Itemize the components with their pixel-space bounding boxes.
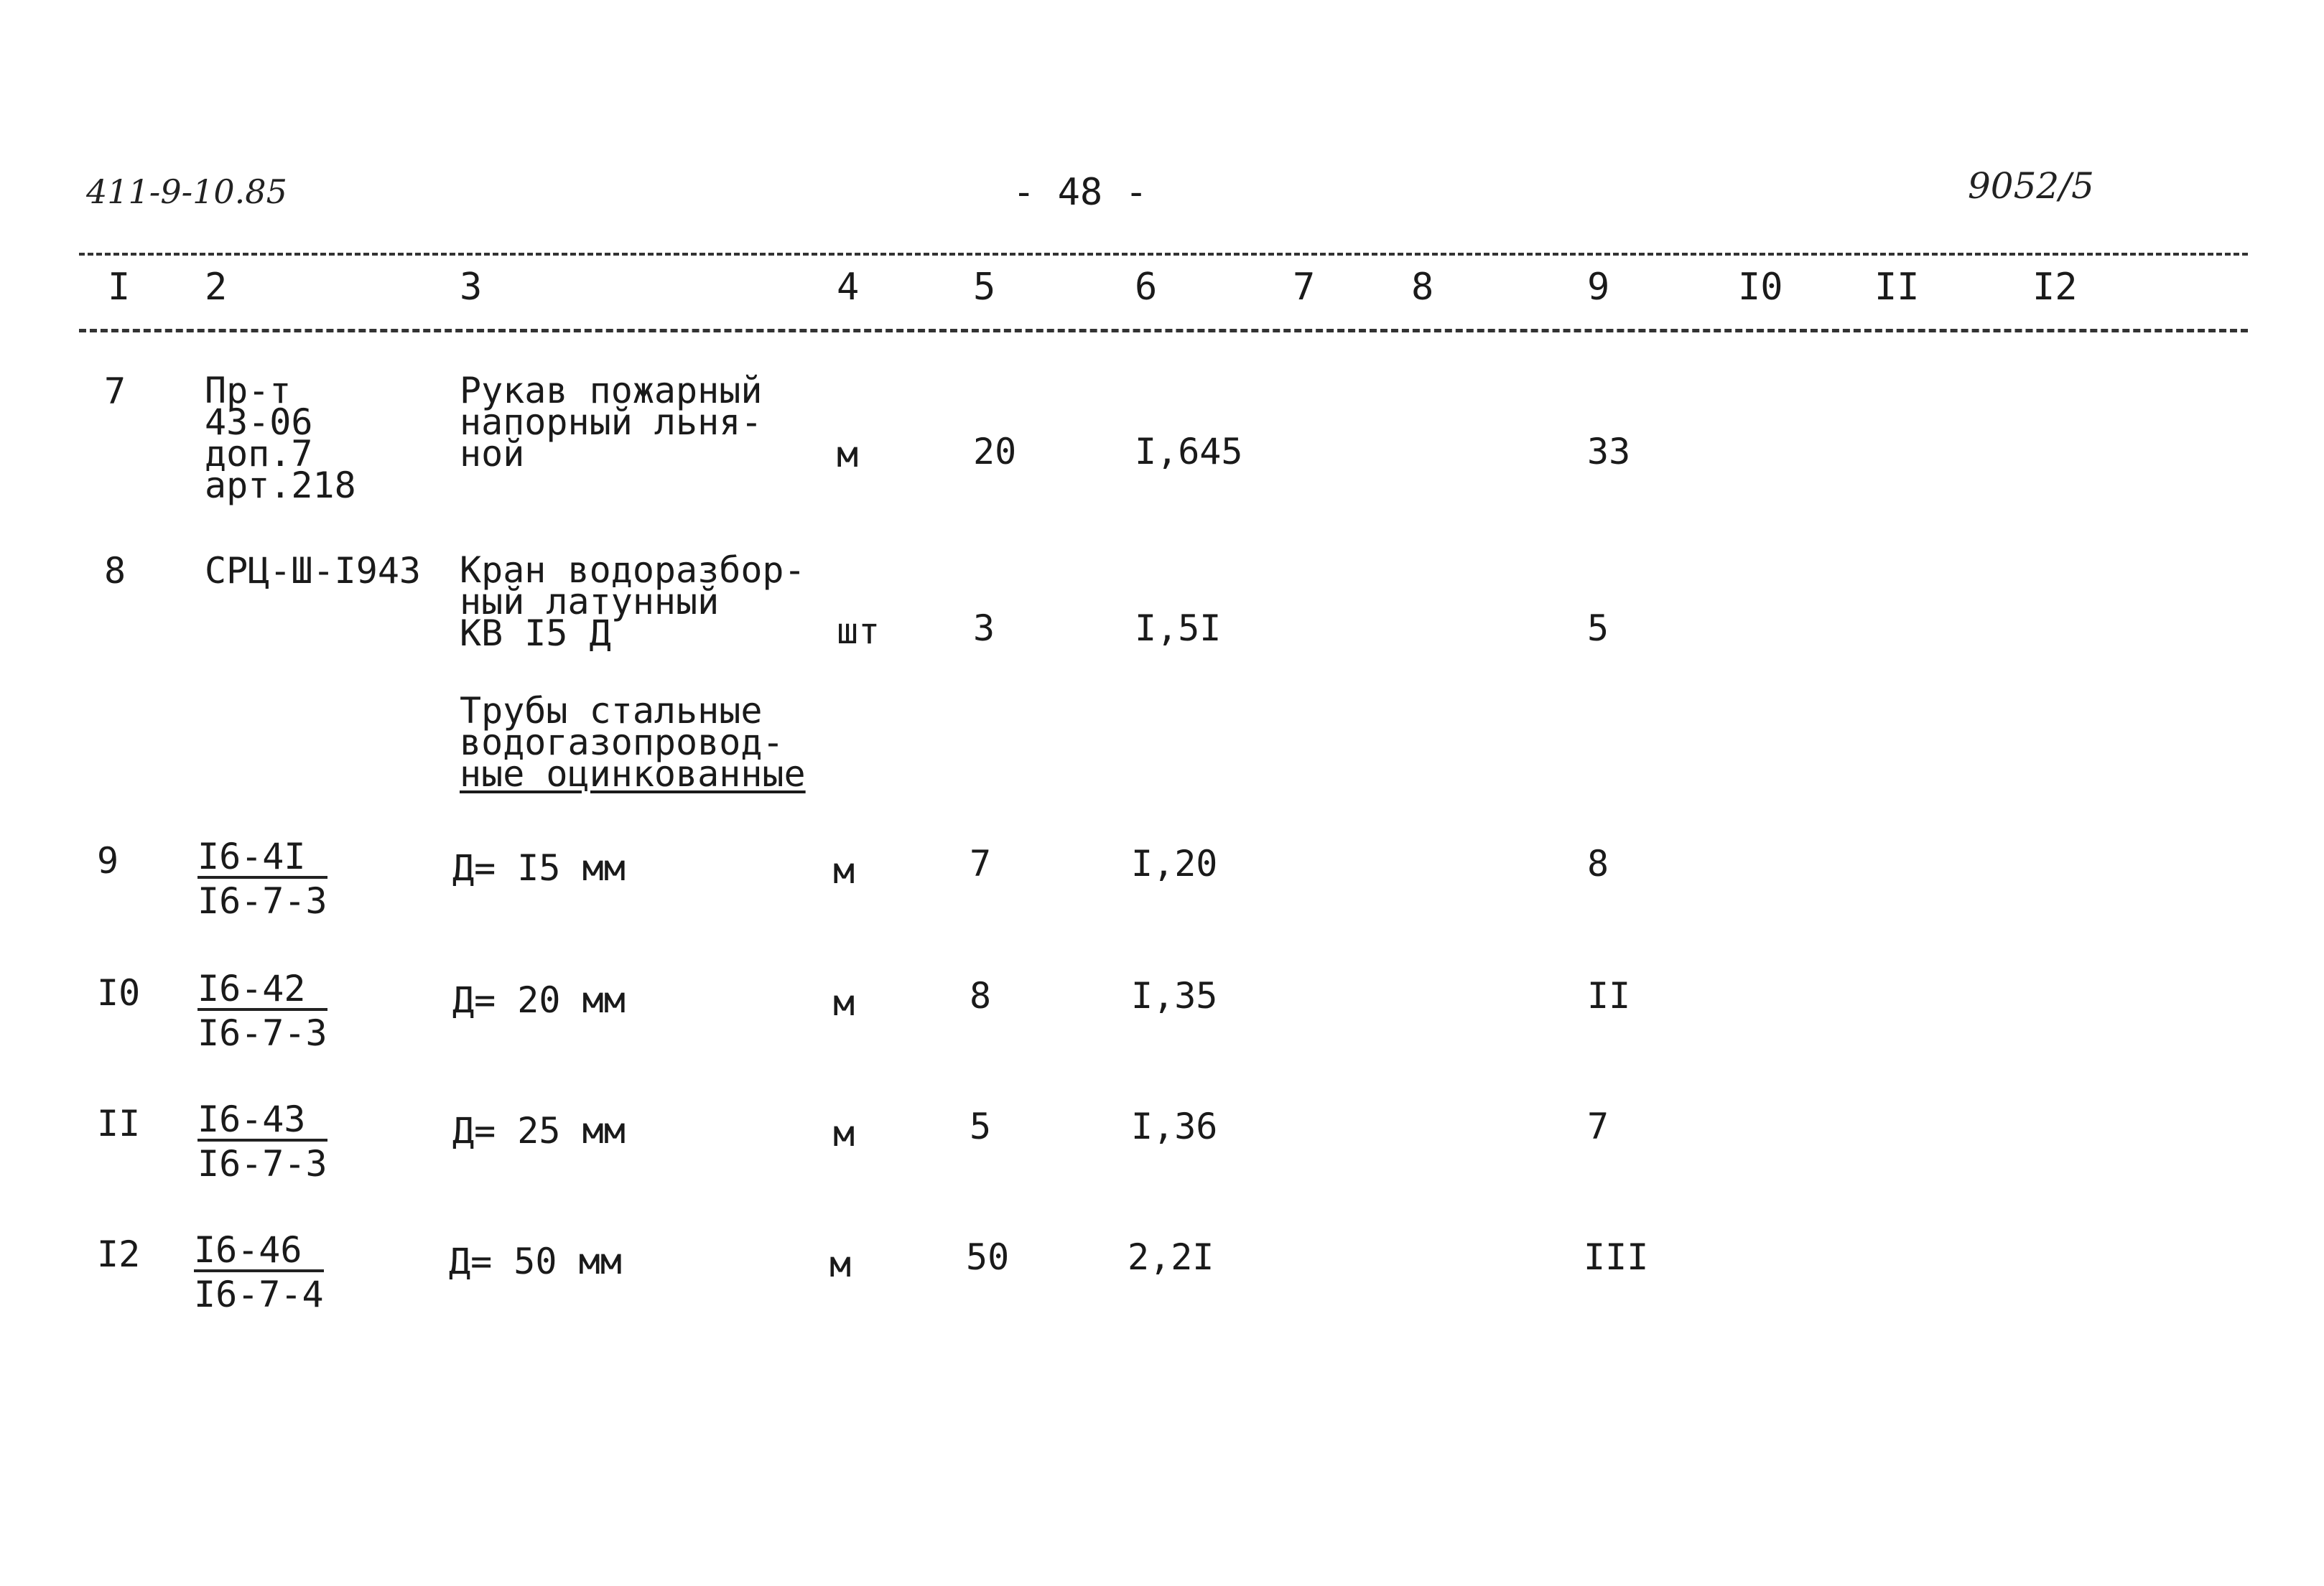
column-header-3: 3 [460,266,483,309]
row-8-code: СРЦ-Ш-I943 [205,550,422,592]
row-12-qty: 50 [966,1236,1010,1278]
column-header-7: 7 [1293,266,1316,309]
row-10-sum: II [1587,975,1631,1017]
column-header-10: I0 [1738,266,1783,309]
row-10-qty: 8 [970,975,992,1017]
row-7-price: I,645 [1135,431,1243,472]
column-header-11: II [1874,266,1920,309]
row-9-number: 9 [97,840,119,882]
row-12-unit: м [829,1244,852,1285]
row-12-code: $\frac{I6-46}{I6-7-4}$ [194,1229,324,1315]
column-header-1: I [108,266,131,309]
page-number: - 48 - [1013,171,1148,214]
row-8-qty: 3 [973,607,995,649]
row-9-code: $\frac{I6-4I}{I6-7-3}$ [197,836,327,922]
row-11-qty: 5 [970,1106,992,1147]
column-header-5: 5 [973,266,996,309]
archive-stamp: 9052/5 [1968,165,2094,207]
row-9-price: I,20 [1131,843,1218,885]
column-header-2: 2 [205,266,228,309]
row-7-code: Пр-т 43-06 доп.7 арт.218 [205,370,356,506]
row-8-unit: шт [837,610,880,652]
row-9-unit: м [833,850,855,892]
column-header-4: 4 [837,266,860,309]
row-9-qty: 7 [970,843,992,885]
row-8-sum: 5 [1587,607,1609,649]
section-heading-pipes: Трубы стальные водогазопровод- ные оцинкованные [460,690,806,795]
row-8-name: Кран водоразбор- ный латунный КВ I5 Д [460,549,806,654]
row-8-number: 8 [104,550,126,592]
row-8-price: I,5I [1135,607,1222,649]
header-bottom-rule [79,329,2248,332]
row-11-name: Д= 25 мм [452,1110,626,1152]
row-10-unit: м [833,982,855,1024]
row-7-sum: 33 [1587,431,1631,472]
row-12-name: Д= 50 мм [449,1241,622,1282]
row-11-unit: м [833,1113,855,1154]
column-header-12: I2 [2032,266,2078,309]
column-header-6: 6 [1135,266,1158,309]
row-7-name: Рукав пожарный напорный льня- ной [460,370,763,475]
row-7-qty: 20 [973,431,1017,472]
row-11-number: II [97,1103,141,1144]
row-7-unit: м [837,434,859,475]
document-code: 411-9-10.85 [86,172,287,211]
row-11-code: $\frac{I6-43}{I6-7-3}$ [197,1098,327,1185]
row-11-price: I,36 [1131,1106,1218,1147]
header-top-rule [79,253,2248,256]
row-10-number: I0 [97,972,141,1014]
row-12-price: 2,2I [1128,1236,1214,1278]
row-10-name: Д= 20 мм [452,979,626,1021]
row-11-sum: 7 [1587,1106,1609,1147]
row-9-name: Д= I5 мм [452,847,626,889]
row-7-number: 7 [104,370,126,412]
row-10-code: $\frac{I6-42}{I6-7-3}$ [197,968,327,1054]
row-9-sum: 8 [1587,843,1609,885]
row-12-sum: III [1584,1236,1649,1278]
column-header-9: 9 [1587,266,1610,309]
row-10-price: I,35 [1131,975,1218,1017]
row-12-number: I2 [97,1233,141,1275]
column-header-8: 8 [1411,266,1434,309]
